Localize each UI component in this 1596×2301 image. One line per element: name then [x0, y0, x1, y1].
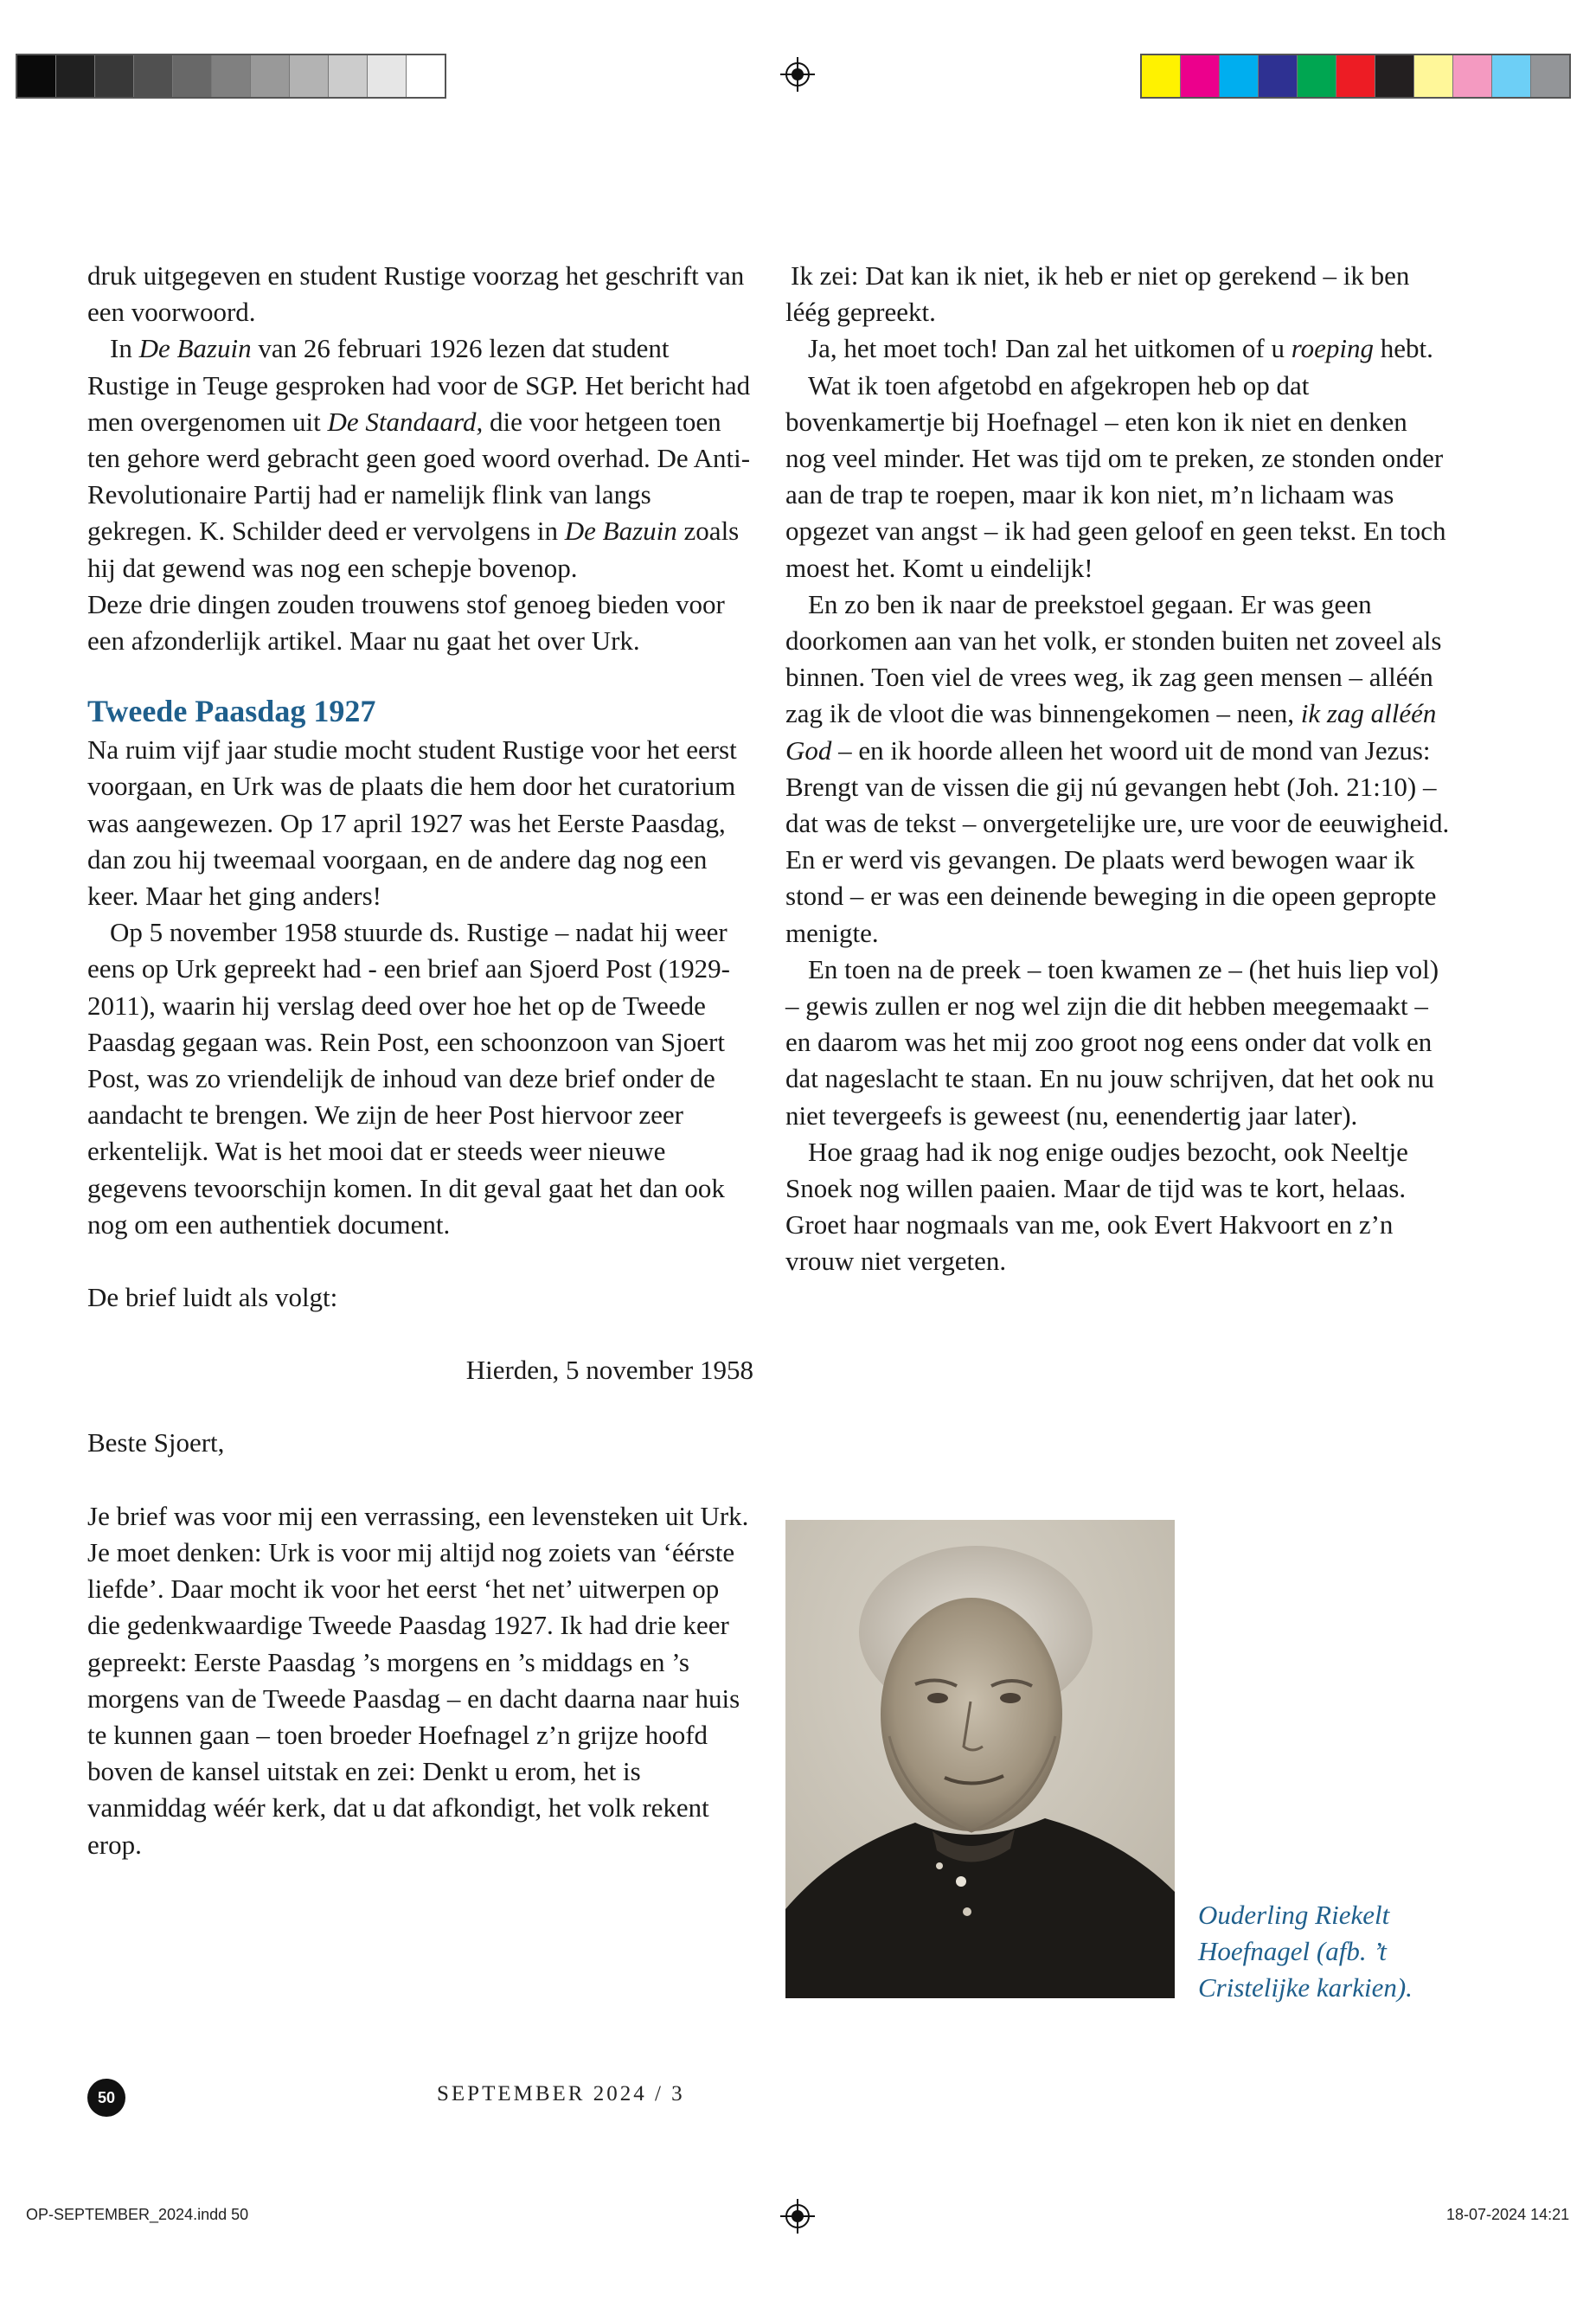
color-swatch — [1181, 55, 1220, 97]
color-swatch — [95, 55, 134, 97]
registration-mark-icon — [780, 57, 815, 92]
color-swatch — [17, 55, 56, 97]
left-text-column — [87, 258, 753, 1863]
color-swatch — [290, 55, 329, 97]
paragraph: Je brief was voor mij een verrassing, een levensteken uit Urk. Je moet denken: Urk is voor mij altijd nog zoiets van ‘éérste liefde’. Daar mocht ik voor het eerst ‘het net’ uitwerpen op die gedenkwaardige Tweede Paasdag 1927. Ik had drie keer gepreekt: Eerste Paasdag ’s morgens en ’s middags en ’s morgens van de Tweede Paasdag – en dacht daarna naar huis te kunnen gaan – toen broeder Hoefnagel z’n grijze hoofd boven de kansel uitstak en zei: Denkt u erom, het is vanmiddag wéér kerk, dat u dat afkondigt, het volk rekent erop. — [87, 1500, 749, 1860]
page-number-badge: 50 — [87, 2079, 125, 2117]
color-swatch — [1531, 55, 1569, 97]
letter-salutation: Beste Sjoert, — [87, 1427, 225, 1458]
color-swatch — [1414, 55, 1453, 97]
slug-timestamp: 18-07-2024 14:21 — [1446, 2206, 1570, 2223]
slug-filename: OP-SEPTEMBER_2024.indd 50 — [26, 2206, 249, 2223]
color-swatch — [1259, 55, 1298, 97]
portrait-photo — [785, 1520, 1175, 1998]
color-swatch — [1492, 55, 1531, 97]
registration-mark-icon — [780, 2199, 815, 2234]
paragraph: druk uitgegeven en student Rustige voorzag het geschrift van een voorwoord. — [87, 260, 745, 328]
color-swatch — [251, 55, 290, 97]
color-swatch — [368, 55, 407, 97]
issue-line: SEPTEMBER 2024 / 3 — [437, 2082, 685, 2106]
color-swatch — [173, 55, 212, 97]
color-swatch — [212, 55, 251, 97]
color-swatch — [134, 55, 173, 97]
paragraph: Deze drie dingen zouden trouwens stof genoeg bieden voor een afzonderlijk artikel. Maar nu gaat het over Urk. — [87, 588, 725, 657]
section-heading: Tweede Paasdag 1927 — [87, 694, 376, 729]
right-text-column — [785, 258, 1452, 1280]
paragraph: Hoe graag had ik nog enige oudjes bezocht, ook Neeltje Snoek nog willen paaien. Maar de tijd was te kort, helaas. Groet haar nogmaals van me, ook Evert Hakvoort en z’n vrouw niet vergeten. — [785, 1136, 1408, 1277]
color-swatch — [1453, 55, 1492, 97]
color-swatch — [407, 55, 445, 97]
color-swatch — [1220, 55, 1259, 97]
color-swatch — [56, 55, 95, 97]
paragraph: Ik zei: Dat kan ik niet, ik heb er niet op gerekend – ik ben léég gepreekt. — [785, 260, 1410, 328]
paragraph: En er werd vis gevangen. De plaats werd bewogen waar ik stond – er was een deinende beweging in die opeen gepropte menigte. — [785, 844, 1437, 948]
color-swatch — [1142, 55, 1181, 97]
paragraph: En toen na de preek – toen kwamen ze – (het huis liep vol) – gewis zullen er nog wel zijn die dit hebben meegemaakt – en daarom was het mij zoo groot nog eens onder dat volk en dat nageslacht te staan. En nu jouw schrijven, dat het ook nu niet tevergeefs is geweest (nu, eenendertig jaar later). — [785, 953, 1439, 1131]
paragraph: Wat ik toen afgetobd en afgekropen heb op dat bovenkamertje bij Hoefnagel – eten kon ik niet en denken nog veel minder. Het was tijd om te preken, ze stonden onder aan de trap te roepen, maar ik kon niet, m’n lichaam was opgezet van angst – ik had geen geloof en geen tekst. En toch moest het. Komt u eindelijk! — [785, 369, 1446, 583]
paragraph: En zo ben ik naar de preekstoel gegaan. Er was geen doorkomen aan van het volk, er stonden buiten net zoveel als binnen. Toen viel de vrees weg, ik zag geen mensen – alléén zag ik de vloot die was binnengekomen – neen, ik zag alléén God – en ik hoorde alleen het woord uit de mond van Jezus: Brengt van de vissen die gij nú gevangen hebt (Joh. 21:10) – dat was de tekst – onvergetelijke ure, ure voor de eeuwigheid. — [785, 588, 1450, 839]
color-swatch — [1298, 55, 1336, 97]
color-swatch — [1336, 55, 1375, 97]
paragraph: Ja, het moet toch! Dan zal het uitkomen of u roeping hebt. — [808, 333, 1433, 364]
paragraph: Op 5 november 1958 stuurde ds. Rustige – nadat hij weer eens op Urk gepreekt had - een brief aan Sjoerd Post (1929-2011), waarin hij verslag deed over hoe het op de Tweede Paasdag gegaan was. Rein Post, een schoonzoon van Sjoert Post, was zo vriendelijk de inhoud van deze brief onder de aandacht te brengen. We zijn de heer Post hiervoor zeer erkentelijk. Wat is het mooi dat er steeds weer nieuwe gegevens tevoorschijn komen. In dit geval gaat het dan ook nog om een authentiek document. — [87, 917, 730, 1240]
color-swatch — [1375, 55, 1414, 97]
grey-calibration-bar — [16, 54, 446, 99]
paragraph: De brief luidt als volgt: — [87, 1282, 338, 1313]
photo-caption: Ouderling Riekelt Hoefnagel (afb. ’t Cristelijke karkien). — [1198, 1900, 1413, 2003]
paragraph: Na ruim vijf jaar studie mocht student Rustige voor het eerst voorgaan, en Urk was de plaats die hem door het curatorium was aangewezen. Op 17 april 1927 was het Eerste Paasdag, dan zou hij tweemaal voorgaan, en de andere dag nog een keer. Maar het ging anders! — [87, 734, 737, 912]
color-calibration-bar — [1140, 54, 1571, 99]
paragraph: In De Bazuin van 26 februari 1926 lezen dat student Rustige in Teuge gesproken had voor de SGP. Het bericht had men overgenomen uit De Standaard, die voor hetgeen toen ten gehore werd gebracht geen goed woord overhad. De Anti-Revolutionaire Partij had er namelijk flink van langs gekregen. K. Schilder deed er vervolgens in De Bazuin zoals hij dat gewend was nog een schepje bovenop. — [87, 333, 751, 583]
color-swatch — [329, 55, 368, 97]
letter-dateline: Hierden, 5 november 1958 — [465, 1355, 753, 1386]
